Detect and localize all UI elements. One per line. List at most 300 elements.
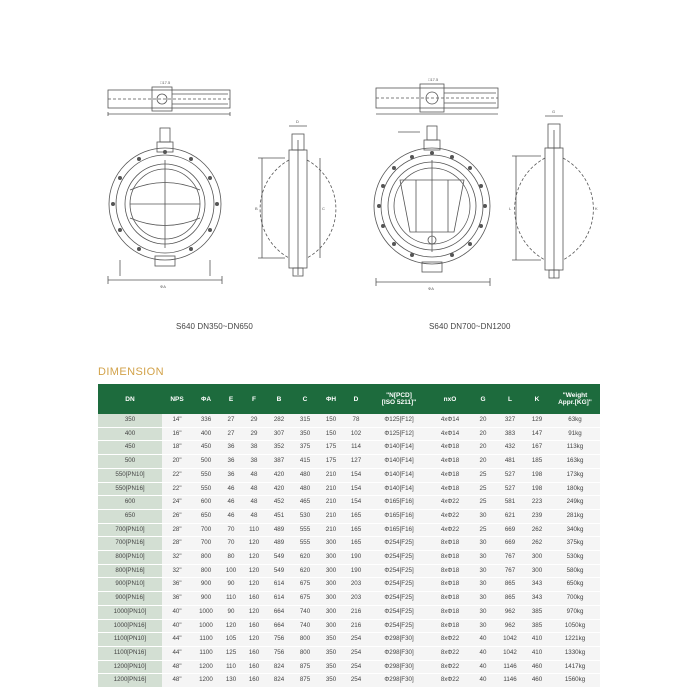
table-cell: 336	[192, 414, 220, 427]
dn-cell: 1200[PN10]	[98, 660, 162, 674]
table-cell: 740	[292, 605, 318, 619]
table-cell: 125	[220, 646, 242, 660]
table-cell: Φ254[F25]	[368, 592, 430, 606]
table-cell: 549	[266, 564, 292, 578]
table-cell: 25	[470, 482, 496, 496]
table-cell: 100	[220, 564, 242, 578]
table-cell: 165	[344, 509, 368, 523]
table-cell: 175	[318, 455, 344, 469]
dn-cell: 900[PN16]	[98, 592, 162, 606]
table-cell: 102	[344, 427, 368, 441]
table-cell: Φ254[F25]	[368, 578, 430, 592]
table-cell: 32"	[162, 564, 192, 578]
table-cell: 824	[266, 674, 292, 688]
table-cell: 203	[344, 578, 368, 592]
table-cell: 450	[192, 441, 220, 455]
table-cell: Φ165[F16]	[368, 509, 430, 523]
table-cell: 1417kg	[550, 660, 600, 674]
right-front-view-valve	[374, 126, 490, 286]
table-cell: 130	[220, 674, 242, 688]
table-cell: Φ254[F25]	[368, 605, 430, 619]
table-cell: 8xΦ18	[430, 551, 470, 565]
column-header: "N[PCD] [ISO 5211]"	[368, 384, 430, 414]
table-body	[98, 414, 600, 688]
left-B-label: B	[255, 206, 258, 211]
dn-cell: 500	[98, 455, 162, 469]
table-cell: Φ254[F25]	[368, 551, 430, 565]
table-cell: Φ125[F12]	[368, 414, 430, 427]
table-cell: 27	[220, 427, 242, 441]
table-cell: 480	[292, 482, 318, 496]
table-row	[98, 592, 600, 606]
table-cell: 105	[220, 633, 242, 647]
dn-cell: 550[PN10]	[98, 468, 162, 482]
table-cell: 154	[344, 482, 368, 496]
table-cell: 300	[318, 619, 344, 633]
table-cell: 262	[524, 523, 550, 537]
dn-cell: 1000[PN10]	[98, 605, 162, 619]
table-cell: 307	[266, 427, 292, 441]
left-phiA-label: ΦA	[160, 284, 166, 289]
table-cell: 1330kg	[550, 646, 600, 660]
table-row	[98, 674, 600, 688]
dn-cell: 1200[PN16]	[98, 674, 162, 688]
table-cell: 40"	[162, 605, 192, 619]
table-cell: 127	[344, 455, 368, 469]
table-cell: 90	[220, 605, 242, 619]
table-cell: 8xΦ18	[430, 592, 470, 606]
table-cell: 1560kg	[550, 674, 600, 688]
column-header: L	[496, 384, 524, 414]
table-cell: 300	[524, 551, 550, 565]
dn-cell: 1100[PN16]	[98, 646, 162, 660]
table-header	[98, 384, 600, 414]
table-cell: 46	[220, 509, 242, 523]
table-cell: 46	[220, 496, 242, 510]
table-cell: 147	[524, 427, 550, 441]
left-D-label: D	[296, 119, 299, 124]
left-top-dim-label: □17.5	[160, 80, 171, 85]
table-cell: 30	[470, 592, 496, 606]
table-cell: 8xΦ22	[430, 633, 470, 647]
table-cell: 4xΦ18	[430, 441, 470, 455]
right-side-view	[512, 116, 593, 278]
table-cell: 24"	[162, 496, 192, 510]
table-cell: 300	[318, 551, 344, 565]
table-cell: 160	[242, 592, 266, 606]
table-cell: 20	[470, 441, 496, 455]
table-cell: 160	[242, 674, 266, 688]
table-cell: 4xΦ14	[430, 427, 470, 441]
table-cell: 527	[496, 468, 524, 482]
table-cell: 343	[524, 592, 550, 606]
table-cell: 675	[292, 592, 318, 606]
table-cell: 1050kg	[550, 619, 600, 633]
table-cell: 120	[242, 564, 266, 578]
table-cell: 489	[266, 523, 292, 537]
table-cell: 8xΦ18	[430, 578, 470, 592]
dimension-table	[98, 384, 600, 688]
table-cell: Φ165[F16]	[368, 523, 430, 537]
table-cell: 46	[220, 482, 242, 496]
table-cell: Φ140[F14]	[368, 441, 430, 455]
right-top-view-handle	[376, 84, 498, 114]
table-cell: 254	[344, 660, 368, 674]
table-cell: 14"	[162, 414, 192, 427]
table-cell: 620	[292, 564, 318, 578]
table-cell: 282	[266, 414, 292, 427]
table-cell: 900	[192, 592, 220, 606]
table-cell: 160	[242, 619, 266, 633]
table-cell: Φ298[F30]	[368, 660, 430, 674]
table-cell: 110	[242, 523, 266, 537]
table-cell: Φ254[F25]	[368, 619, 430, 633]
table-cell: 36"	[162, 592, 192, 606]
table-cell: 70	[220, 523, 242, 537]
table-row	[98, 482, 600, 496]
table-cell: 90	[220, 578, 242, 592]
table-cell: 262	[524, 537, 550, 551]
dn-cell: 600	[98, 496, 162, 510]
table-cell: 350	[318, 633, 344, 647]
table-cell: 25	[470, 523, 496, 537]
table-cell: 223	[524, 496, 550, 510]
table-cell: Φ125[F12]	[368, 427, 430, 441]
table-row	[98, 468, 600, 482]
table-cell: 875	[292, 660, 318, 674]
column-header: nxO	[430, 384, 470, 414]
table-cell: 530kg	[550, 551, 600, 565]
table-cell: 160	[242, 646, 266, 660]
table-cell: 154	[344, 496, 368, 510]
table-cell: 120	[242, 537, 266, 551]
table-cell: 20"	[162, 455, 192, 469]
table-cell: 865	[496, 578, 524, 592]
table-cell: 40	[470, 660, 496, 674]
dn-cell: 700[PN10]	[98, 523, 162, 537]
table-cell: 549	[266, 551, 292, 565]
table-cell: 254	[344, 646, 368, 660]
column-header: ΦA	[192, 384, 220, 414]
table-cell: 198	[524, 468, 550, 482]
table-cell: 63kg	[550, 414, 600, 427]
table-cell: 4xΦ18	[430, 468, 470, 482]
table-cell: 452	[266, 496, 292, 510]
table-cell: 340kg	[550, 523, 600, 537]
table-cell: 40	[470, 674, 496, 688]
table-cell: 163kg	[550, 455, 600, 469]
left-top-view-handle	[108, 87, 230, 116]
dn-cell: 1100[PN10]	[98, 633, 162, 647]
table-cell: 420	[266, 482, 292, 496]
dn-cell: 550[PN16]	[98, 482, 162, 496]
column-header: C	[292, 384, 318, 414]
table-cell: 254	[344, 674, 368, 688]
table-cell: 1000	[192, 619, 220, 633]
table-cell: 120	[242, 605, 266, 619]
table-cell: 198	[524, 482, 550, 496]
table-cell: 150	[318, 427, 344, 441]
table-cell: 254	[344, 633, 368, 647]
right-G-label: G	[552, 109, 556, 114]
table-cell: 48"	[162, 674, 192, 688]
table-cell: 20	[470, 455, 496, 469]
table-cell: 30	[470, 619, 496, 633]
table-cell: Φ140[F14]	[368, 455, 430, 469]
column-header: D	[344, 384, 368, 414]
table-cell: 410	[524, 646, 550, 660]
table-cell: 300	[318, 605, 344, 619]
table-cell: 27	[220, 414, 242, 427]
table-cell: 36	[220, 468, 242, 482]
table-cell: 420	[266, 468, 292, 482]
table-cell: 962	[496, 605, 524, 619]
table-cell: 415	[292, 455, 318, 469]
table-cell: 800	[192, 564, 220, 578]
left-side-view	[258, 126, 336, 276]
table-cell: 432	[496, 441, 524, 455]
table-cell: 580kg	[550, 564, 600, 578]
table-cell: 22"	[162, 482, 192, 496]
table-cell: 700	[192, 537, 220, 551]
table-cell: 555	[292, 537, 318, 551]
table-row	[98, 633, 600, 647]
table-cell: 210	[318, 509, 344, 523]
table-cell: 160	[242, 660, 266, 674]
table-cell: 167	[524, 441, 550, 455]
table-cell: 620	[292, 551, 318, 565]
table-cell: 1200	[192, 674, 220, 688]
table-cell: 550	[192, 468, 220, 482]
table-cell: 865	[496, 592, 524, 606]
table-cell: 970kg	[550, 605, 600, 619]
table-cell: 465	[292, 496, 318, 510]
table-cell: 48	[242, 496, 266, 510]
dn-cell: 700[PN16]	[98, 537, 162, 551]
table-cell: 185	[524, 455, 550, 469]
table-row	[98, 523, 600, 537]
table-cell: 20	[470, 427, 496, 441]
table-cell: 36	[220, 455, 242, 469]
table-cell: Φ165[F16]	[368, 496, 430, 510]
table-cell: 1200	[192, 660, 220, 674]
table-cell: 555	[292, 523, 318, 537]
table-cell: 154	[344, 468, 368, 482]
right-top-dim-label: □17.5	[428, 77, 439, 82]
table-cell: 489	[266, 537, 292, 551]
table-cell: 460	[524, 660, 550, 674]
table-row	[98, 564, 600, 578]
table-cell: 480	[292, 468, 318, 482]
column-header: B	[266, 384, 292, 414]
table-cell: 614	[266, 578, 292, 592]
table-cell: 216	[344, 605, 368, 619]
table-cell: 210	[318, 468, 344, 482]
table-cell: 824	[266, 660, 292, 674]
table-cell: 962	[496, 619, 524, 633]
table-cell: 350	[318, 674, 344, 688]
table-cell: 120	[242, 551, 266, 565]
table-cell: 8xΦ18	[430, 605, 470, 619]
table-cell: 180kg	[550, 482, 600, 496]
table-cell: 385	[524, 619, 550, 633]
left-C-label: C	[322, 206, 325, 211]
table-cell: Φ140[F14]	[368, 468, 430, 482]
caption-left-drawing: S640 DN350~DN650	[176, 322, 253, 331]
table-cell: 44"	[162, 633, 192, 647]
table-cell: 30	[470, 605, 496, 619]
table-cell: 190	[344, 551, 368, 565]
table-cell: 91kg	[550, 427, 600, 441]
column-header: K	[524, 384, 550, 414]
table-cell: 120	[242, 578, 266, 592]
table-cell: 383	[496, 427, 524, 441]
table-cell: 4xΦ18	[430, 482, 470, 496]
table-cell: 1100	[192, 633, 220, 647]
table-cell: 4xΦ22	[430, 523, 470, 537]
table-cell: 8xΦ18	[430, 564, 470, 578]
table-row	[98, 441, 600, 455]
table-cell: 350	[292, 427, 318, 441]
table-cell: 675	[292, 578, 318, 592]
table-cell: 8xΦ22	[430, 646, 470, 660]
table-cell: 327	[496, 414, 524, 427]
table-row	[98, 578, 600, 592]
table-cell: 350	[318, 660, 344, 674]
table-cell: 4xΦ14	[430, 414, 470, 427]
table-cell: 28"	[162, 537, 192, 551]
table-cell: 1042	[496, 633, 524, 647]
table-cell: 460	[524, 674, 550, 688]
table-cell: 249kg	[550, 496, 600, 510]
table-row	[98, 509, 600, 523]
table-cell: 48	[242, 509, 266, 523]
table-cell: 375kg	[550, 537, 600, 551]
table-cell: 210	[318, 523, 344, 537]
table-cell: 190	[344, 564, 368, 578]
table-cell: Φ140[F14]	[368, 482, 430, 496]
table-row	[98, 551, 600, 565]
table-cell: 530	[292, 509, 318, 523]
table-cell: Φ298[F30]	[368, 674, 430, 688]
column-header: G	[470, 384, 496, 414]
table-cell: 38	[242, 455, 266, 469]
table-cell: 110	[220, 592, 242, 606]
dn-cell: 400	[98, 427, 162, 441]
table-header-row	[98, 384, 600, 414]
table-row	[98, 646, 600, 660]
dn-cell: 650	[98, 509, 162, 523]
table-cell: 78	[344, 414, 368, 427]
table-cell: 300	[318, 592, 344, 606]
table-cell: 767	[496, 564, 524, 578]
table-row	[98, 455, 600, 469]
section-title: DIMENSION	[98, 366, 164, 378]
table-cell: 375	[292, 441, 318, 455]
table-cell: 30	[470, 537, 496, 551]
right-phiA-label: ΦA	[428, 286, 434, 291]
column-header: DN	[98, 384, 162, 414]
table-cell: 300	[318, 537, 344, 551]
table-row	[98, 619, 600, 633]
table-cell: 400	[192, 427, 220, 441]
table-cell: 25	[470, 496, 496, 510]
table-cell: 48	[242, 482, 266, 496]
table-cell: 385	[524, 605, 550, 619]
table-cell: 165	[344, 523, 368, 537]
table-cell: 22"	[162, 468, 192, 482]
table-cell: 800	[292, 633, 318, 647]
table-cell: 40	[470, 646, 496, 660]
table-cell: 300	[318, 564, 344, 578]
column-header: ΦH	[318, 384, 344, 414]
table-cell: 315	[292, 414, 318, 427]
table-cell: 756	[266, 633, 292, 647]
table-cell: 550	[192, 482, 220, 496]
table-cell: 16"	[162, 427, 192, 441]
table-row	[98, 660, 600, 674]
table-row	[98, 427, 600, 441]
table-cell: 80	[220, 551, 242, 565]
table-cell: 621	[496, 509, 524, 523]
table-cell: 70	[220, 537, 242, 551]
table-cell: Φ298[F30]	[368, 633, 430, 647]
table-cell: 343	[524, 578, 550, 592]
table-cell: 30	[470, 564, 496, 578]
table-cell: 800	[192, 551, 220, 565]
table-cell: 30	[470, 578, 496, 592]
table-row	[98, 605, 600, 619]
table-cell: 800	[292, 646, 318, 660]
table-cell: Φ254[F25]	[368, 537, 430, 551]
table-cell: 614	[266, 592, 292, 606]
table-cell: 8xΦ22	[430, 674, 470, 688]
table-cell: 25	[470, 468, 496, 482]
table-cell: 8xΦ22	[430, 660, 470, 674]
table-cell: 173kg	[550, 468, 600, 482]
table-cell: 40"	[162, 619, 192, 633]
table-cell: 239	[524, 509, 550, 523]
table-cell: 4xΦ18	[430, 455, 470, 469]
table-row	[98, 414, 600, 427]
caption-right-drawing: S640 DN700~DN1200	[429, 322, 511, 331]
table-cell: 26"	[162, 509, 192, 523]
table-row	[98, 496, 600, 510]
dn-cell: 1000[PN16]	[98, 619, 162, 633]
table-cell: 650kg	[550, 578, 600, 592]
table-cell: 1000	[192, 605, 220, 619]
table-cell: 740	[292, 619, 318, 633]
table-cell: 300	[524, 564, 550, 578]
table-cell: 1221kg	[550, 633, 600, 647]
table-cell: 700	[192, 523, 220, 537]
table-cell: 410	[524, 633, 550, 647]
right-L-label: L	[509, 206, 512, 211]
table-cell: 581	[496, 496, 524, 510]
table-cell: 210	[318, 482, 344, 496]
table-cell: 8xΦ18	[430, 619, 470, 633]
table-cell: 40	[470, 633, 496, 647]
table-cell: 500	[192, 455, 220, 469]
table-cell: 216	[344, 619, 368, 633]
column-header: NPS	[162, 384, 192, 414]
table-cell: 1100	[192, 646, 220, 660]
table-cell: 352	[266, 441, 292, 455]
table-cell: 129	[524, 414, 550, 427]
table-cell: 150	[318, 414, 344, 427]
table-cell: 203	[344, 592, 368, 606]
dn-cell: 800[PN10]	[98, 551, 162, 565]
